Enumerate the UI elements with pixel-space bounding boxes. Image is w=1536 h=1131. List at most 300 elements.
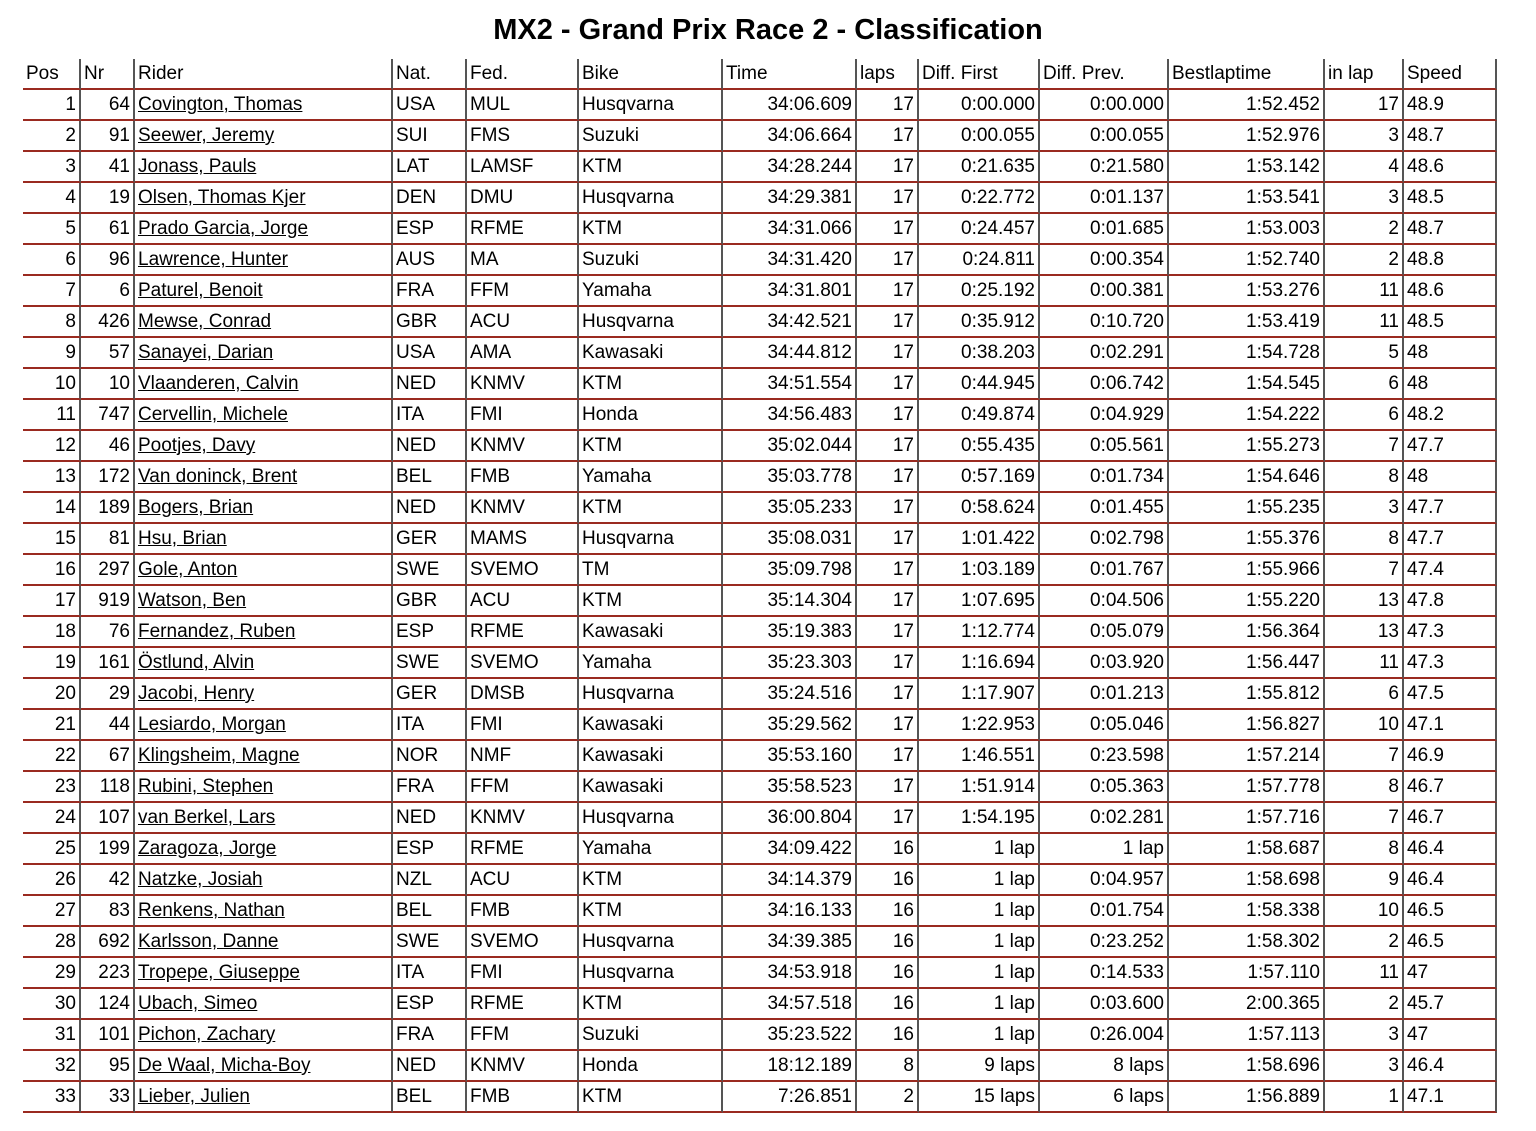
cell-nat: ESP — [393, 617, 467, 648]
cell-in-lap: 9 — [1325, 865, 1404, 896]
table-row — [23, 772, 1497, 803]
cell-speed: 46.4 — [1404, 865, 1497, 896]
table-row — [23, 307, 1497, 338]
cell-fed: KNMV — [467, 369, 579, 400]
cell-nat: BEL — [393, 896, 467, 927]
cell-rider — [135, 183, 393, 214]
rider-link[interactable]: Bogers, Brian — [138, 497, 254, 518]
cell-rider — [135, 214, 393, 245]
cell-fed: FMI — [467, 958, 579, 989]
cell-nat: SUI — [393, 121, 467, 152]
cell-fed: RFME — [467, 617, 579, 648]
cell-bestlaptime: 1:52.976 — [1169, 121, 1325, 152]
cell-laps: 16 — [857, 927, 919, 958]
cell-nat: SWE — [393, 555, 467, 586]
cell-bestlaptime: 1:53.142 — [1169, 152, 1325, 183]
rider-link[interactable]: Östlund, Alvin — [138, 652, 255, 673]
classification-table — [23, 59, 1497, 1113]
cell-fed: RFME — [467, 989, 579, 1020]
cell-diff-first: 1:12.774 — [919, 617, 1040, 648]
cell-bike: Honda — [579, 400, 723, 431]
cell-in-lap: 17 — [1325, 90, 1404, 121]
cell-laps: 17 — [857, 214, 919, 245]
cell-in-lap: 2 — [1325, 245, 1404, 276]
cell-rider — [135, 772, 393, 803]
rider-link[interactable]: Lieber, Julien — [138, 1086, 250, 1107]
cell-in-lap: 11 — [1325, 276, 1404, 307]
cell-diff-first: 0:00.000 — [919, 90, 1040, 121]
cell-speed: 47.3 — [1404, 648, 1497, 679]
rider-link[interactable]: Lawrence, Hunter — [138, 249, 288, 270]
cell-diff-prev: 0:02.798 — [1040, 524, 1169, 555]
table-row — [23, 183, 1497, 214]
cell-diff-prev: 0:23.252 — [1040, 927, 1169, 958]
cell-bike: KTM — [579, 369, 723, 400]
cell-time: 34:28.244 — [723, 152, 857, 183]
cell-in-lap: 3 — [1325, 1051, 1404, 1082]
rider-link[interactable]: Klingsheim, Magne — [138, 745, 300, 766]
table-row — [23, 617, 1497, 648]
cell-in-lap: 6 — [1325, 369, 1404, 400]
cell-laps: 17 — [857, 276, 919, 307]
cell-nr: 44 — [81, 710, 135, 741]
rider-link[interactable]: Prado Garcia, Jorge — [138, 218, 309, 239]
cell-diff-first: 0:57.169 — [919, 462, 1040, 493]
header-fed: Fed. — [467, 59, 579, 90]
table-row — [23, 586, 1497, 617]
cell-bike: Kawasaki — [579, 338, 723, 369]
cell-nat: ESP — [393, 989, 467, 1020]
cell-nat: GBR — [393, 586, 467, 617]
cell-time: 7:26.851 — [723, 1082, 857, 1113]
cell-speed: 47.1 — [1404, 710, 1497, 741]
rider-link[interactable]: Lesiardo, Morgan — [138, 714, 286, 735]
cell-diff-first: 1 lap — [919, 865, 1040, 896]
cell-in-lap: 6 — [1325, 400, 1404, 431]
rider-link[interactable]: Tropepe, Giuseppe — [138, 962, 300, 983]
cell-diff-first: 0:58.624 — [919, 493, 1040, 524]
table-row — [23, 865, 1497, 896]
cell-speed: 48 — [1404, 462, 1497, 493]
cell-speed: 47.3 — [1404, 617, 1497, 648]
cell-fed: DMU — [467, 183, 579, 214]
cell-bestlaptime: 1:58.338 — [1169, 896, 1325, 927]
cell-diff-first: 1 lap — [919, 958, 1040, 989]
table-row — [23, 927, 1497, 958]
cell-nr: 64 — [81, 90, 135, 121]
cell-diff-prev: 0:01.685 — [1040, 214, 1169, 245]
cell-pos: 26 — [23, 865, 81, 896]
cell-diff-first: 1 lap — [919, 834, 1040, 865]
cell-nat: USA — [393, 90, 467, 121]
cell-speed: 48.7 — [1404, 214, 1497, 245]
table-row — [23, 121, 1497, 152]
cell-speed: 46.4 — [1404, 834, 1497, 865]
cell-bestlaptime: 1:54.728 — [1169, 338, 1325, 369]
cell-nr: 46 — [81, 431, 135, 462]
cell-in-lap: 2 — [1325, 989, 1404, 1020]
cell-fed: LAMSF — [467, 152, 579, 183]
page-title: MX2 - Grand Prix Race 2 - Classification — [493, 14, 1043, 46]
table-row — [23, 431, 1497, 462]
table-row — [23, 896, 1497, 927]
cell-fed: RFME — [467, 834, 579, 865]
cell-diff-first: 1:22.953 — [919, 710, 1040, 741]
cell-nr: 199 — [81, 834, 135, 865]
cell-laps: 17 — [857, 400, 919, 431]
cell-bike: KTM — [579, 865, 723, 896]
cell-pos: 6 — [23, 245, 81, 276]
cell-bestlaptime: 1:53.419 — [1169, 307, 1325, 338]
cell-speed: 45.7 — [1404, 989, 1497, 1020]
cell-fed: MUL — [467, 90, 579, 121]
cell-time: 35:53.160 — [723, 741, 857, 772]
cell-diff-first: 0:44.945 — [919, 369, 1040, 400]
cell-in-lap: 8 — [1325, 524, 1404, 555]
cell-speed: 48.2 — [1404, 400, 1497, 431]
cell-in-lap: 7 — [1325, 431, 1404, 462]
cell-laps: 16 — [857, 865, 919, 896]
cell-diff-first: 1:17.907 — [919, 679, 1040, 710]
cell-time: 36:00.804 — [723, 803, 857, 834]
cell-bestlaptime: 1:54.222 — [1169, 400, 1325, 431]
table-row — [23, 1020, 1497, 1051]
cell-nr: 297 — [81, 555, 135, 586]
cell-diff-prev: 0:05.363 — [1040, 772, 1169, 803]
rider-link[interactable]: Pichon, Zachary — [138, 1024, 276, 1045]
cell-bestlaptime: 1:52.452 — [1169, 90, 1325, 121]
cell-nr: 223 — [81, 958, 135, 989]
cell-speed: 46.5 — [1404, 927, 1497, 958]
cell-in-lap: 8 — [1325, 772, 1404, 803]
cell-rider — [135, 338, 393, 369]
cell-in-lap: 4 — [1325, 152, 1404, 183]
cell-nat: NED — [393, 431, 467, 462]
rider-link[interactable]: Pootjes, Davy — [138, 435, 256, 456]
cell-pos: 7 — [23, 276, 81, 307]
cell-time: 35:29.562 — [723, 710, 857, 741]
cell-time: 18:12.189 — [723, 1051, 857, 1082]
table-row — [23, 555, 1497, 586]
cell-bestlaptime: 1:56.447 — [1169, 648, 1325, 679]
cell-laps: 17 — [857, 772, 919, 803]
rider-link[interactable]: Fernandez, Ruben — [138, 621, 296, 642]
cell-speed: 48.8 — [1404, 245, 1497, 276]
cell-rider — [135, 462, 393, 493]
cell-bestlaptime: 1:57.778 — [1169, 772, 1325, 803]
cell-nat: NZL — [393, 865, 467, 896]
cell-laps: 17 — [857, 803, 919, 834]
cell-pos: 22 — [23, 741, 81, 772]
cell-fed: MAMS — [467, 524, 579, 555]
cell-fed: FFM — [467, 1020, 579, 1051]
cell-time: 34:42.521 — [723, 307, 857, 338]
cell-laps: 17 — [857, 245, 919, 276]
cell-bestlaptime: 1:57.716 — [1169, 803, 1325, 834]
rider-link[interactable]: Jacobi, Henry — [138, 683, 255, 704]
cell-diff-first: 1 lap — [919, 1020, 1040, 1051]
cell-bestlaptime: 1:55.966 — [1169, 555, 1325, 586]
cell-in-lap: 10 — [1325, 896, 1404, 927]
cell-time: 34:39.385 — [723, 927, 857, 958]
cell-fed: FMB — [467, 1082, 579, 1113]
cell-nat: FRA — [393, 1020, 467, 1051]
cell-time: 35:19.383 — [723, 617, 857, 648]
rider-link[interactable]: van Berkel, Lars — [138, 807, 276, 828]
cell-diff-first: 0:55.435 — [919, 431, 1040, 462]
cell-pos: 8 — [23, 307, 81, 338]
cell-diff-prev: 0:05.561 — [1040, 431, 1169, 462]
cell-time: 35:05.233 — [723, 493, 857, 524]
cell-fed: DMSB — [467, 679, 579, 710]
cell-diff-prev: 0:01.455 — [1040, 493, 1169, 524]
rider-link[interactable]: Ubach, Simeo — [138, 993, 258, 1014]
cell-bestlaptime: 1:53.541 — [1169, 183, 1325, 214]
rider-link[interactable]: De Waal, Micha-Boy — [138, 1055, 311, 1076]
rider-link[interactable]: Zaragoza, Jorge — [138, 838, 277, 859]
table-row — [23, 679, 1497, 710]
cell-diff-first: 1:51.914 — [919, 772, 1040, 803]
cell-nat: FRA — [393, 772, 467, 803]
cell-pos: 1 — [23, 90, 81, 121]
rider-link[interactable]: Jonass, Pauls — [138, 156, 257, 177]
cell-rider — [135, 834, 393, 865]
cell-rider — [135, 152, 393, 183]
cell-bestlaptime: 1:55.220 — [1169, 586, 1325, 617]
cell-rider — [135, 400, 393, 431]
header-row — [23, 59, 1497, 90]
cell-diff-prev: 0:04.506 — [1040, 586, 1169, 617]
rider-link[interactable]: Covington, Thomas — [138, 94, 303, 115]
cell-bestlaptime: 1:53.003 — [1169, 214, 1325, 245]
cell-nr: 67 — [81, 741, 135, 772]
cell-rider — [135, 1020, 393, 1051]
cell-nr: 83 — [81, 896, 135, 927]
cell-diff-first: 1 lap — [919, 896, 1040, 927]
cell-pos: 33 — [23, 1082, 81, 1113]
cell-in-lap: 13 — [1325, 617, 1404, 648]
cell-nr: 107 — [81, 803, 135, 834]
cell-diff-first: 1:01.422 — [919, 524, 1040, 555]
cell-nr: 101 — [81, 1020, 135, 1051]
table-row — [23, 338, 1497, 369]
cell-pos: 29 — [23, 958, 81, 989]
cell-speed: 48 — [1404, 369, 1497, 400]
cell-diff-first: 9 laps — [919, 1051, 1040, 1082]
cell-time: 34:06.664 — [723, 121, 857, 152]
cell-laps: 16 — [857, 989, 919, 1020]
rider-link[interactable]: Mewse, Conrad — [138, 311, 272, 332]
cell-nr: 19 — [81, 183, 135, 214]
cell-in-lap: 7 — [1325, 741, 1404, 772]
cell-nr: 747 — [81, 400, 135, 431]
cell-rider — [135, 1082, 393, 1113]
cell-rider — [135, 90, 393, 121]
cell-nr: 91 — [81, 121, 135, 152]
cell-fed: FMI — [467, 710, 579, 741]
cell-diff-prev: 0:01.734 — [1040, 462, 1169, 493]
cell-diff-first: 15 laps — [919, 1082, 1040, 1113]
cell-fed: FMI — [467, 400, 579, 431]
cell-in-lap: 7 — [1325, 555, 1404, 586]
cell-pos: 12 — [23, 431, 81, 462]
cell-diff-first: 1:07.695 — [919, 586, 1040, 617]
cell-pos: 31 — [23, 1020, 81, 1051]
cell-fed: ACU — [467, 865, 579, 896]
cell-laps: 17 — [857, 648, 919, 679]
cell-laps: 8 — [857, 1051, 919, 1082]
cell-nr: 6 — [81, 276, 135, 307]
rider-link[interactable]: Sanayei, Darian — [138, 342, 274, 363]
cell-in-lap: 2 — [1325, 927, 1404, 958]
header-nat: Nat. — [393, 59, 467, 90]
rider-link[interactable]: Gole, Anton — [138, 559, 238, 580]
cell-nat: ESP — [393, 214, 467, 245]
cell-fed: FMB — [467, 462, 579, 493]
cell-speed: 47.7 — [1404, 493, 1497, 524]
cell-diff-prev: 0:00.000 — [1040, 90, 1169, 121]
cell-bike: KTM — [579, 431, 723, 462]
cell-nr: 76 — [81, 617, 135, 648]
cell-pos: 4 — [23, 183, 81, 214]
cell-nat: ITA — [393, 958, 467, 989]
cell-bike: KTM — [579, 586, 723, 617]
cell-nr: 42 — [81, 865, 135, 896]
cell-fed: ACU — [467, 307, 579, 338]
cell-in-lap: 11 — [1325, 958, 1404, 989]
cell-rider — [135, 1051, 393, 1082]
rider-link[interactable]: Karlsson, Danne — [138, 931, 279, 952]
cell-nr: 96 — [81, 245, 135, 276]
cell-diff-prev: 0:10.720 — [1040, 307, 1169, 338]
cell-laps: 16 — [857, 896, 919, 927]
cell-bestlaptime: 1:58.698 — [1169, 865, 1325, 896]
header-laps: laps — [857, 59, 919, 90]
cell-time: 35:24.516 — [723, 679, 857, 710]
cell-bike: KTM — [579, 152, 723, 183]
cell-in-lap: 3 — [1325, 183, 1404, 214]
rider-link[interactable]: Hsu, Brian — [138, 528, 227, 549]
cell-speed: 48 — [1404, 338, 1497, 369]
cell-laps: 17 — [857, 90, 919, 121]
cell-nr: 161 — [81, 648, 135, 679]
cell-nr: 81 — [81, 524, 135, 555]
rider-link[interactable]: Vlaanderen, Calvin — [138, 373, 299, 394]
cell-in-lap: 7 — [1325, 803, 1404, 834]
cell-in-lap: 2 — [1325, 214, 1404, 245]
cell-nr: 426 — [81, 307, 135, 338]
cell-speed: 48.7 — [1404, 121, 1497, 152]
cell-diff-first: 0:24.457 — [919, 214, 1040, 245]
cell-pos: 9 — [23, 338, 81, 369]
cell-laps: 17 — [857, 555, 919, 586]
rider-link[interactable]: Watson, Ben — [138, 590, 247, 611]
cell-pos: 28 — [23, 927, 81, 958]
table-row — [23, 834, 1497, 865]
cell-bike: Honda — [579, 1051, 723, 1082]
cell-laps: 17 — [857, 741, 919, 772]
cell-bike: KTM — [579, 989, 723, 1020]
cell-diff-prev: 0:02.291 — [1040, 338, 1169, 369]
cell-speed: 48.9 — [1404, 90, 1497, 121]
table-row — [23, 958, 1497, 989]
cell-laps: 17 — [857, 710, 919, 741]
cell-speed: 46.5 — [1404, 896, 1497, 927]
rider-link[interactable]: Van doninck, Brent — [138, 466, 298, 487]
cell-diff-first: 0:38.203 — [919, 338, 1040, 369]
cell-in-lap: 13 — [1325, 586, 1404, 617]
rider-link[interactable]: Renkens, Nathan — [138, 900, 285, 921]
header-in-lap: in lap — [1325, 59, 1404, 90]
cell-bestlaptime: 1:55.812 — [1169, 679, 1325, 710]
cell-diff-prev: 0:00.354 — [1040, 245, 1169, 276]
cell-nat: FRA — [393, 276, 467, 307]
cell-diff-prev: 0:05.046 — [1040, 710, 1169, 741]
cell-rider — [135, 307, 393, 338]
rider-link[interactable]: Rubini, Stephen — [138, 776, 274, 797]
cell-nr: 33 — [81, 1082, 135, 1113]
rider-link[interactable]: Cervellin, Michele — [138, 404, 288, 425]
cell-speed: 47 — [1404, 958, 1497, 989]
cell-bike: KTM — [579, 493, 723, 524]
rider-link[interactable]: Olsen, Thomas Kjer — [138, 187, 306, 208]
cell-speed: 47.8 — [1404, 586, 1497, 617]
cell-pos: 3 — [23, 152, 81, 183]
table-row — [23, 400, 1497, 431]
cell-nat: ESP — [393, 834, 467, 865]
cell-nr: 57 — [81, 338, 135, 369]
cell-pos: 30 — [23, 989, 81, 1020]
cell-speed: 46.7 — [1404, 803, 1497, 834]
cell-nr: 10 — [81, 369, 135, 400]
cell-rider — [135, 710, 393, 741]
cell-in-lap: 6 — [1325, 679, 1404, 710]
cell-in-lap: 5 — [1325, 338, 1404, 369]
cell-bestlaptime: 1:58.302 — [1169, 927, 1325, 958]
rider-link[interactable]: Paturel, Benoit — [138, 280, 263, 301]
cell-pos: 24 — [23, 803, 81, 834]
cell-bike: Kawasaki — [579, 772, 723, 803]
cell-laps: 17 — [857, 493, 919, 524]
cell-speed: 47.5 — [1404, 679, 1497, 710]
cell-pos: 18 — [23, 617, 81, 648]
cell-speed: 46.7 — [1404, 772, 1497, 803]
table-row — [23, 214, 1497, 245]
rider-link[interactable]: Seewer, Jeremy — [138, 125, 275, 146]
cell-in-lap: 10 — [1325, 710, 1404, 741]
cell-rider — [135, 617, 393, 648]
cell-diff-prev: 0:05.079 — [1040, 617, 1169, 648]
cell-laps: 17 — [857, 431, 919, 462]
cell-pos: 27 — [23, 896, 81, 927]
cell-laps: 17 — [857, 369, 919, 400]
cell-diff-prev: 0:14.533 — [1040, 958, 1169, 989]
cell-bike: TM — [579, 555, 723, 586]
cell-fed: SVEMO — [467, 927, 579, 958]
cell-laps: 16 — [857, 834, 919, 865]
table-row — [23, 462, 1497, 493]
header-diff-first: Diff. First — [919, 59, 1040, 90]
cell-bestlaptime: 1:56.827 — [1169, 710, 1325, 741]
cell-in-lap: 3 — [1325, 493, 1404, 524]
cell-time: 34:57.518 — [723, 989, 857, 1020]
cell-speed: 47.1 — [1404, 1082, 1497, 1113]
cell-pos: 25 — [23, 834, 81, 865]
rider-link[interactable]: Natzke, Josiah — [138, 869, 263, 890]
cell-in-lap: 1 — [1325, 1082, 1404, 1113]
header-bestlaptime: Bestlaptime — [1169, 59, 1325, 90]
cell-time: 34:31.420 — [723, 245, 857, 276]
